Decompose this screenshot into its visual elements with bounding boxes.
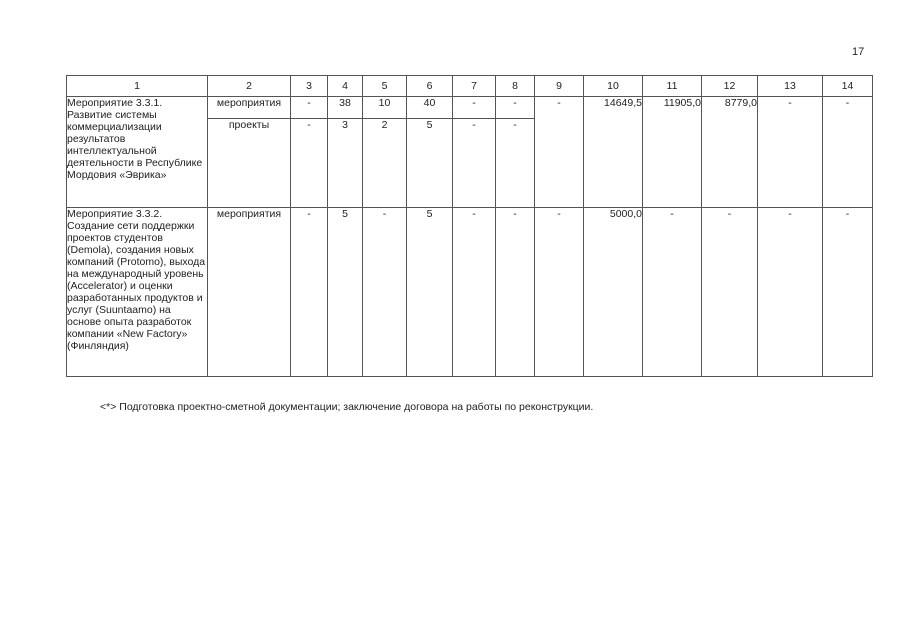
table-cell: 3	[328, 119, 363, 208]
table-cell: 5000,0	[584, 208, 643, 377]
table-row	[67, 208, 873, 377]
table-cell: -	[291, 119, 328, 208]
page-number: 17	[852, 46, 865, 58]
table-cell: -	[453, 119, 496, 208]
table-cell: -	[823, 208, 873, 377]
table-cell: 40	[407, 97, 453, 119]
unit-cell: проекты	[208, 119, 291, 208]
table-cell: -	[453, 97, 496, 119]
column-header: 1	[67, 76, 208, 97]
table-cell: 8779,0	[702, 97, 758, 208]
column-header: 10	[584, 76, 643, 97]
column-header: 11	[643, 76, 702, 97]
table-cell: -	[758, 97, 823, 208]
table-cell: -	[496, 208, 535, 377]
column-header: 14	[823, 76, 873, 97]
table-cell: -	[496, 97, 535, 119]
activity-name: Мероприятие 3.3.1. Развитие системы коммерциализации результатов интеллектуальной деятельности в Республике Мордовия «Эврика»	[67, 97, 208, 208]
table-cell: -	[535, 208, 584, 377]
table-cell: 11905,0	[643, 97, 702, 208]
table-cell: 10	[363, 97, 407, 119]
table-cell: -	[643, 208, 702, 377]
table-cell: 14649,5	[584, 97, 643, 208]
table-cell: 5	[328, 208, 363, 377]
column-header: 12	[702, 76, 758, 97]
table-row	[67, 97, 873, 119]
table-cell: -	[702, 208, 758, 377]
footnote: <*> Подготовка проектно-сметной документации; заключение договора на работы по реконструкции.	[100, 401, 594, 413]
table-cell: 5	[407, 119, 453, 208]
column-header: 3	[291, 76, 328, 97]
program-table	[66, 75, 873, 377]
column-header: 7	[453, 76, 496, 97]
column-header: 8	[496, 76, 535, 97]
unit-cell: мероприятия	[208, 208, 291, 377]
table-cell: -	[363, 208, 407, 377]
column-header: 9	[535, 76, 584, 97]
table-cell: -	[291, 208, 328, 377]
column-header: 6	[407, 76, 453, 97]
table-cell: -	[535, 97, 584, 208]
table-cell: 2	[363, 119, 407, 208]
column-header: 13	[758, 76, 823, 97]
table-cell: 5	[407, 208, 453, 377]
table-cell: -	[291, 97, 328, 119]
header-row	[67, 76, 873, 97]
activity-name: Мероприятие 3.3.2. Создание сети поддержки проектов студентов (Demola), создания новых компаний (Protomo), выхода на международный уровень (Accelerator) и оценки разработанных продуктов и услуг (Suuntaamo) на основе опыта разработок компании «New Factory» (Финляндия)	[67, 208, 208, 377]
table-cell: -	[823, 97, 873, 208]
column-header: 5	[363, 76, 407, 97]
table-cell: -	[496, 119, 535, 208]
column-header: 4	[328, 76, 363, 97]
table-cell: -	[758, 208, 823, 377]
unit-cell: мероприятия	[208, 97, 291, 119]
column-header: 2	[208, 76, 291, 97]
table-cell: -	[453, 208, 496, 377]
table-cell: 38	[328, 97, 363, 119]
